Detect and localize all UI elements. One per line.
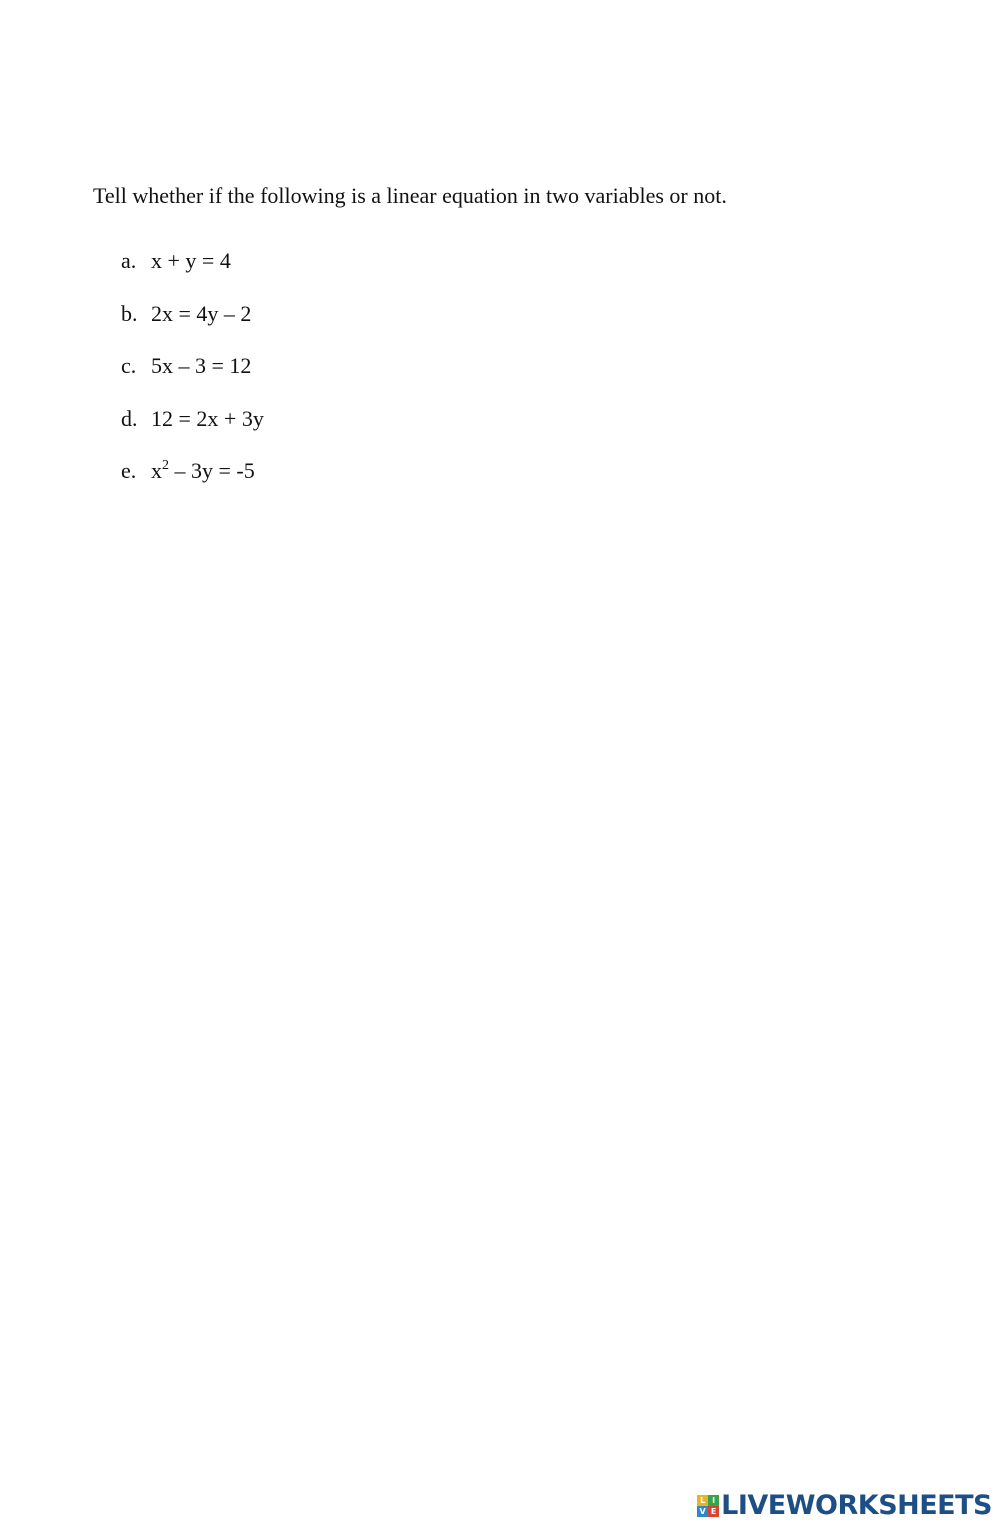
item-equation bbox=[151, 458, 255, 483]
item-equation: 5x – 3 = 12 bbox=[151, 353, 252, 378]
equation-list bbox=[121, 247, 264, 510]
item-letter: e. bbox=[121, 458, 137, 483]
instruction-text: Tell whether if the following is a linear equation in two variables or not. bbox=[93, 183, 727, 208]
brand-text: LIVEWORKSHEETS bbox=[721, 1490, 992, 1521]
item-letter: b. bbox=[121, 300, 138, 326]
equation-rest: – 3y = -5 bbox=[169, 458, 255, 483]
list-item bbox=[121, 457, 264, 510]
item-equation: 2x = 4y – 2 bbox=[151, 300, 252, 326]
item-letter: d. bbox=[121, 405, 138, 431]
item-equation: 12 = 2x + 3y bbox=[151, 405, 264, 431]
equation-base: x bbox=[151, 458, 162, 483]
logo-letter: L bbox=[697, 1495, 708, 1506]
logo-letter: V bbox=[697, 1506, 708, 1517]
logo-letter: I bbox=[708, 1495, 719, 1506]
equation-exponent: 2 bbox=[162, 458, 169, 473]
item-letter: a. bbox=[121, 248, 137, 273]
item-equation: x + y = 4 bbox=[151, 248, 231, 273]
list-item bbox=[121, 247, 264, 300]
list-item bbox=[121, 405, 264, 458]
list-item bbox=[121, 352, 264, 405]
logo-letter: E bbox=[708, 1506, 719, 1517]
item-letter: c. bbox=[121, 353, 137, 378]
liveworksheets-logo-icon bbox=[697, 1495, 719, 1517]
list-item bbox=[121, 300, 264, 353]
liveworksheets-brand bbox=[697, 1491, 992, 1521]
